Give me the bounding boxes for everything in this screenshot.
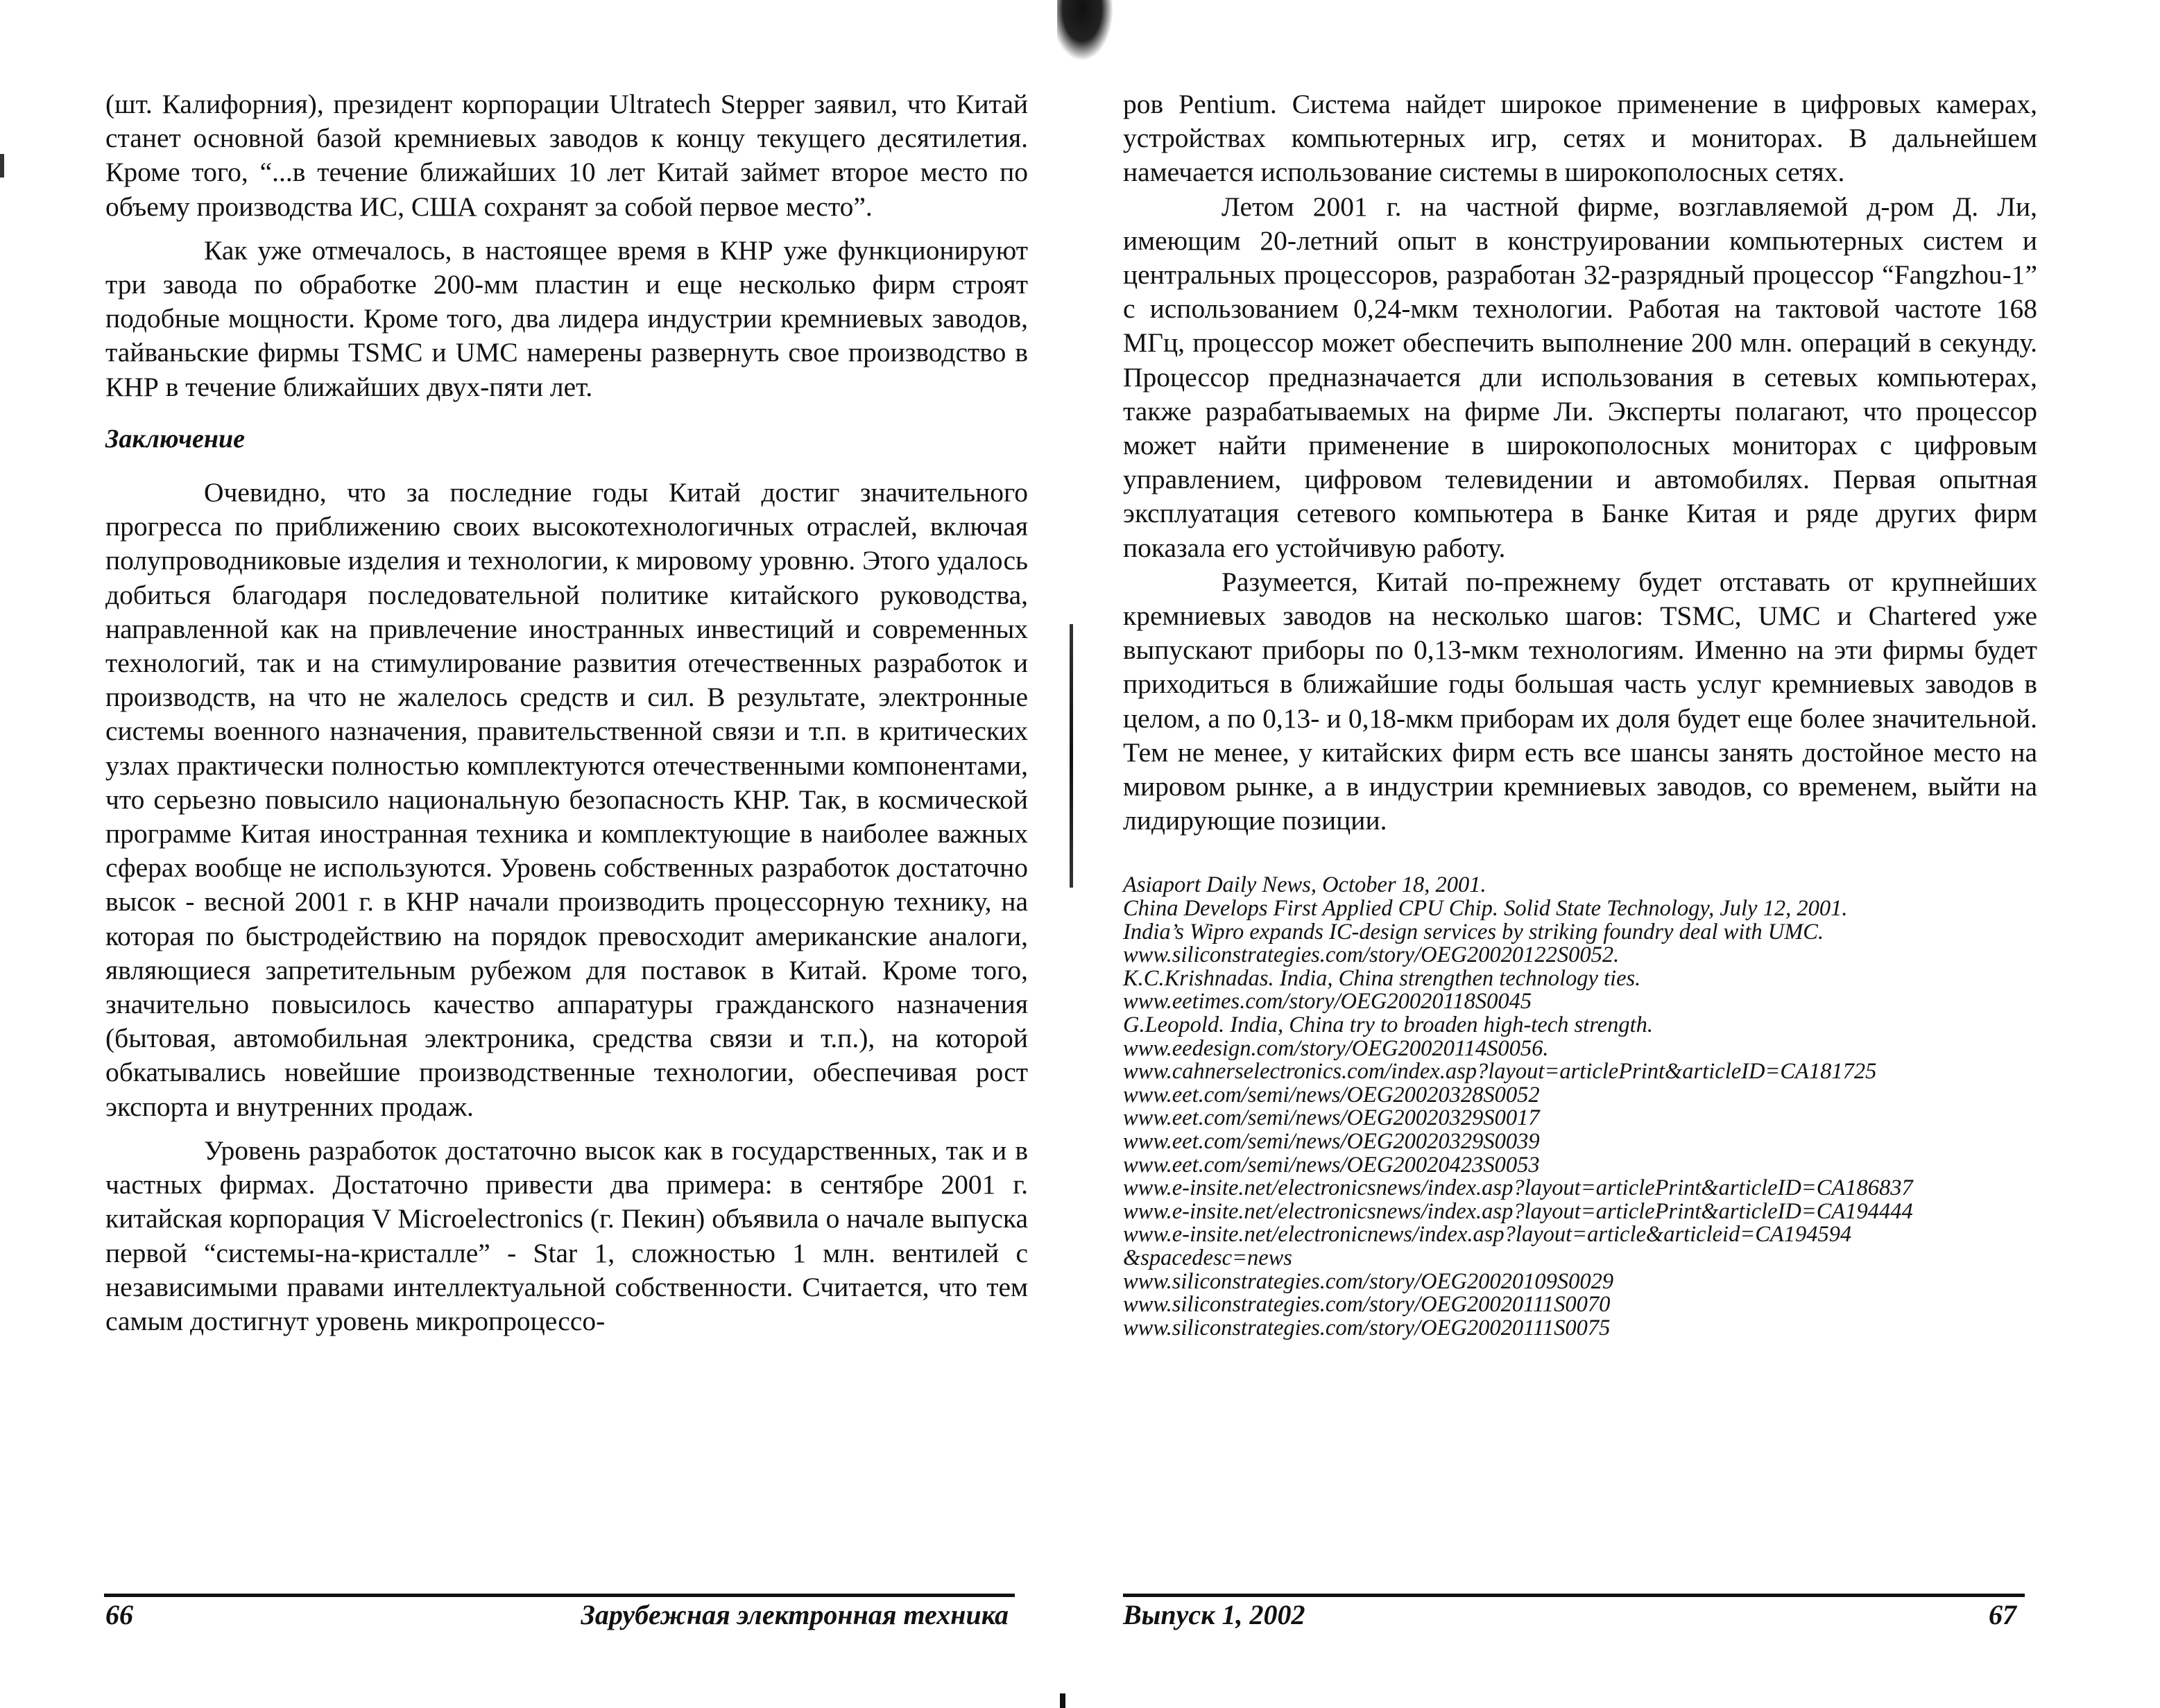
reference-item: K.C.Krishnadas. India, China strengthen technology ties.: [1123, 965, 1641, 991]
journal-title: Зарубежная электронная техника: [581, 1599, 1009, 1630]
left-paragraph-4: Уровень разработок достаточно высок как в государственных, так и в частных фирмах. Достаточно привести два примера: в сентябре 2001 г. китайская корпорация V Microelectronics (г. Пекин) объявила о начале выпуска первой “системы-на-кристалле” - Star 1, сложностью 1 млн. вентилей с независимыми правами интеллектуальной собственности. Считается, что тем самым достигнут уровень микропроцессо-: [105, 1135, 1028, 1336]
reference-item: www.eetimes.com/story/OEG20020118S0045: [1123, 989, 1532, 1015]
right-text-column: [1123, 87, 2037, 1340]
reference-item: www.siliconstrategies.com/story/OEG20020111S0075: [1123, 1315, 1611, 1340]
reference-item: www.siliconstrategies.com/story/OEG20020109S0029: [1123, 1268, 1614, 1294]
reference-item: www.eet.com/semi/news/OEG20020328S0052: [1123, 1082, 1540, 1107]
reference-item: China Develops First Applied CPU Chip. Solid State Technology, July 12, 2001.: [1123, 896, 1848, 922]
right-page-number: 67: [1989, 1599, 2016, 1630]
reference-item: www.siliconstrategies.com/story/OEG20020111S0070: [1123, 1292, 1611, 1318]
reference-item: Asiaport Daily News, October 18, 2001.: [1123, 872, 1486, 898]
issue-label: Выпуск 1, 2002: [1123, 1599, 1305, 1630]
reference-item: www.e-insite.net/electronicnews/index.asp?layout=article&articleid=CA194594: [1123, 1222, 1852, 1248]
right-paragraph-2: Летом 2001 г. на частной фирме, возглавляемой д-ром Д. Ли, имеющим 20-летний опыт в конструировании компьютерных систем и центральных процессоров, разработан 32-разрядный процессор “Fangzhou-1” с использованием 0,24-мкм технологии. Работая на тактовой частоте 168 МГц, процессор может обеспечить выполнение 200 млн. операций в секунду. Процессор предназначается дли использования в сетевых компьютерах, также разрабатываемых на фирме Ли. Эксперты полагают, что процессор может найти применение в широкополосных мониторах с цифровым управлением, цифровом телевидении и автомобилях. Первая опытная эксплуатация сетевого компьютера в Банке Китая и ряде других фирм показала его устойчивую работу.: [1123, 191, 2037, 563]
reference-item: &spacedesc=news: [1123, 1245, 1292, 1270]
reference-item: www.siliconstrategies.com/story/OEG20020122S0052.: [1123, 942, 1620, 968]
section-heading-conclusion: Заключение: [105, 424, 246, 454]
reference-item: India’s Wipro expands IC-design services by striking foundry deal with UMC.: [1123, 919, 1824, 944]
reference-item: www.eedesign.com/story/OEG20020114S0056.: [1123, 1035, 1549, 1061]
reference-item: www.eet.com/semi/news/OEG20020329S0017: [1123, 1105, 1540, 1131]
left-paragraph-2: Как уже отмечалось, в настоящее время в КНР уже функционируют три завода по обработке 200-мм пластин и еще несколько фирм строят подобные мощности. Кроме того, два лидера индустрии кремниевых заводов, тайваньские фирмы TSMC и UMC намерены развернуть свое производство в КНР в течение ближайших двух-пяти лет.: [105, 234, 1028, 402]
right-paragraph-1: ров Pentium. Система найдет широкое применение в цифровых камерах, устройствах компьютерных игр, сетях и мониторах. В дальнейшем намечается использование системы в широкополосных сетях.: [1123, 89, 2037, 188]
right-paragraph-3: Разумеется, Китай по-прежнему будет отставать от крупнейших кремниевых заводов на несколько шагов: TSMC, UMC и Chartered уже выпускают приборы по 0,13-мкм технологиям. Именно на эти фирмы будет приходиться в ближайшие годы большая часть услуг кремниевых заводов в целом, а по 0,13- и 0,18-мкм приборам их доля будет еще более значительной. Тем не менее, у китайских фирм есть все шансы занять достойное место на мировом рынке, а в индустрии кремниевых заводов, со временем, выйти на лидирующие позиции.: [1123, 566, 2037, 836]
right-page: [1080, 0, 2160, 1708]
reference-item: G.Leopold. India, China try to broaden high-tech strength.: [1123, 1012, 1653, 1038]
reference-item: www.e-insite.net/electronicsnews/index.asp?layout=articlePrint&articleID=CA194444: [1123, 1198, 1913, 1224]
references-list: [1123, 874, 2037, 1340]
left-page-number: 66: [105, 1599, 133, 1630]
reference-item: www.eet.com/semi/news/OEG20020329S0039: [1123, 1129, 1540, 1154]
reference-item: www.e-insite.net/electronicsnews/index.asp?layout=articlePrint&articleID=CA186837: [1123, 1175, 1913, 1201]
left-text-column: [105, 87, 1028, 1338]
left-paragraph-1: (шт. Калифорния), президент корпорации Ultratech Stepper заявил, что Китай станет основной базой кремниевых заводов к концу текущего десятилетия. Кроме того, “...в течение ближайших 10 лет Китай займет второе место по объему производства ИС, США сохранят за собой первое место”.: [105, 89, 1028, 222]
reference-item: www.eet.com/semi/news/OEG20020423S0053: [1123, 1152, 1540, 1178]
left-paragraph-3: Очевидно, что за последние годы Китай достиг значительного прогресса по приближению своих высокотехнологичных отраслей, включая полупроводниковые изделия и технологии, к мировому уровню. Этого удалось добиться благодаря последовательной политике китайского руководства, направленной как на привлечение иностранных инвестиций и современных технологий, так и на стимулирование развития отечественных разработок и производств, на что не жалелось средств и сил. В результате, электронные системы военного назначения, правительственной связи и т.п. в критических узлах практически полностью комплектуются отечественными компонентами, что серьезно повысило национальную безопасность КНР. Так, в космической программе Китая иностранная техника и комплектующие в наиболее важных сферах вообще не используются. Уровень собственных разработок достаточно высок - весной 2001 г. в КНР начали производить процессорную технику, на которая по быстродействию на порядок превосходит американские аналоги, являющиеся запретительным рубежом для поставок в Китай. Кроме того, значительно повысилось качество аппаратуры гражданского назначения (бытовая, автомобильная электроника, средства связи и т.п.), на которой обкатывались новейшие производственные технологии, обеспечивая рост экспорта и внутренних продаж.: [105, 477, 1028, 1122]
reference-item: www.cahnerselectronics.com/index.asp?layout=articlePrint&articleID=CA181725: [1123, 1059, 1877, 1085]
